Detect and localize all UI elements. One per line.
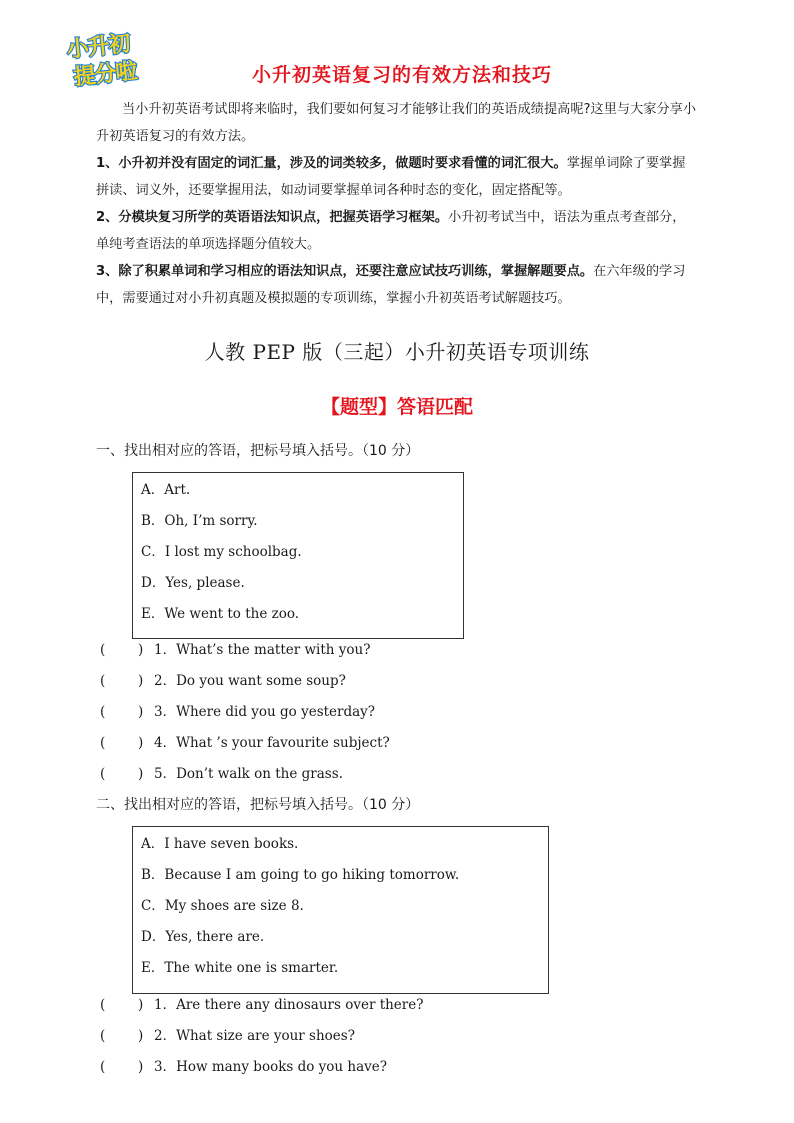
part2-options-box [132,826,549,994]
question-row [100,732,390,763]
part2-questions [100,994,423,1087]
part1-heading: 一、找出相对应的答语，把标号填入括号。（10 分） [96,443,420,459]
part1-questions [100,639,390,794]
tip-3 [96,258,698,312]
question-row [100,670,390,701]
answer-blank-open[interactable]: ( [100,704,106,720]
option-item: C．My shoes are size 8. [141,898,304,914]
answer-blank-close: ) [138,704,144,720]
answer-blank-close: ) [138,642,144,658]
part2-heading: 二、找出相对应的答语，把标号填入括号。（10 分） [96,797,420,813]
question-row [100,639,390,670]
option-item: A．Art. [141,482,191,498]
tip-1-rest: 掌握单词除了要掌握拼读、词义外，还要掌握用法，如动词要掌握单词各种时态的变化，固定搭配等。 [96,156,686,198]
logo-line-1: 小升初 [65,31,131,64]
option-item: C．I lost my schoolbag. [141,544,302,560]
option-item: B．Because I am going to go hiking tomorrow. [141,867,460,883]
tip-3-bold: 3、除了积累单词和学习相应的语法知识点，还要注意应试技巧训练，掌握解题要点。 [96,264,594,279]
question-type-title: 【题型】答语匹配 [320,396,473,418]
answer-blank-close: ) [138,673,144,689]
tip-3-rest: 在六年级的学习中，需要通过对小升初真题及模拟题的专项训练，掌握小升初英语考试解题技巧。 [96,264,686,306]
question-text: 4．What ’s your favourite subject? [154,735,390,751]
question-text: 5．Don’t walk on the grass. [154,766,343,782]
option-item: A．I have seven books. [141,836,299,852]
option-item: D．Yes, there are. [141,929,265,945]
tip-2-rest: 小升初考试当中，语法为重点考查部分，单纯考查语法的单项选择题分值较大。 [96,210,686,252]
question-row [100,701,390,732]
section-title: 人教 PEP 版（三起）小升初英语专项训练 [204,340,590,364]
page-title: 小升初英语复习的有效方法和技巧 [251,64,552,86]
option-item: D．Yes, please. [141,575,245,591]
option-item: E．We went to the zoo. [141,606,300,622]
option-item: B．Oh, I’m sorry. [141,513,258,529]
answer-blank-open[interactable]: ( [100,735,106,751]
question-text: 1．Are there any dinosaurs over there? [154,997,424,1013]
question-row [100,763,390,794]
question-row [100,1025,423,1056]
tip-2 [96,204,698,258]
answer-blank-open[interactable]: ( [100,673,106,689]
question-row [100,1056,423,1087]
answer-blank-close: ) [138,735,144,751]
question-text: 2．Do you want some soup? [154,673,346,689]
part1-options-box [132,472,464,639]
answer-blank-close: ) [138,997,144,1013]
option-item: E．The white one is smarter. [141,960,339,976]
tip-1 [96,150,698,204]
tip-1-bold: 1、小升初并没有固定的词汇量，涉及的词类较多，做题时要求看懂的词汇很大。 [96,156,567,171]
logo-line-2: 提分啦 [72,58,138,88]
answer-blank-open[interactable]: ( [100,997,106,1013]
intro-paragraph: 当小升初英语考试即将来临时，我们要如何复习才能够让我们的英语成绩提高呢?这里与大家分享小升初英语复习的有效方法。 [96,102,697,144]
answer-blank-open[interactable]: ( [100,766,106,782]
answer-blank-open[interactable]: ( [100,1028,106,1044]
question-text: 1．What’s the matter with you? [154,642,371,658]
answer-blank-close: ) [138,1028,144,1044]
answer-blank-close: ) [138,1059,144,1075]
question-text: 3．Where did you go yesterday? [154,704,376,720]
answer-blank-open[interactable]: ( [100,1059,106,1075]
tip-2-bold: 2、分模块复习所学的英语语法知识点，把握英语学习框架。 [96,210,449,225]
intro-text [96,96,698,312]
question-text: 3．How many books do you have? [154,1059,387,1075]
question-row [100,994,423,1025]
answer-blank-open[interactable]: ( [100,642,106,658]
answer-blank-close: ) [138,766,144,782]
question-text: 2．What size are your shoes? [154,1028,355,1044]
